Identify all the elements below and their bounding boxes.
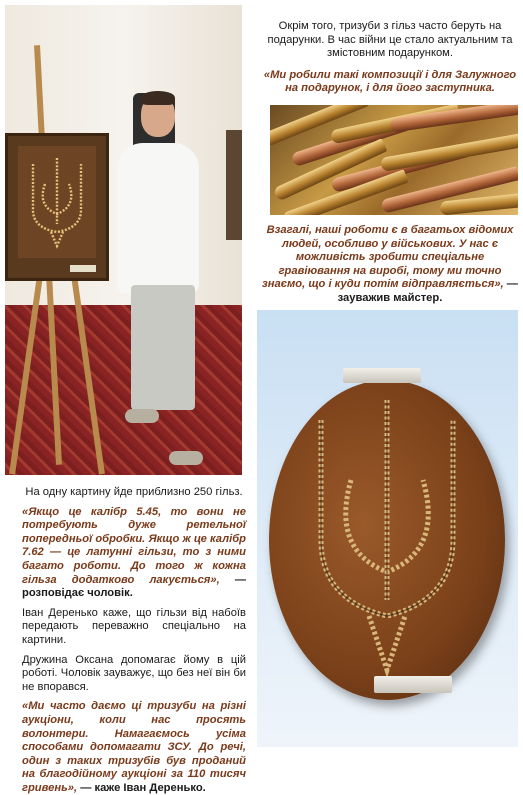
photo-round-trident [257,310,518,747]
photo-cartridge-cases [270,105,518,215]
quote-auctions [22,700,246,795]
quote-zaluzhnyi: «Ми робили такі композиції і для Залужного на подарунок, і для його заступника. [263,68,517,95]
quote-auctions-speaker: — каже Іван Деренько. [80,781,206,794]
trident-icon [23,154,91,250]
person-hair [141,91,175,105]
quote-famous-people-text: Взагалі, наші роботи є в багатьох відомих людей, особливо у військових. У нас є можливість зробити спеціальне гравіювання на виробі, тому ми точно знаємо, що і куди потім відправляється», [262,224,514,291]
cartridges-count: На одну картину йде приблизно 250 гільз. [25,486,243,498]
paragraph-wife-oksana: Дружина Оксана допомагає йому в цій роботі. Чоловік зауважує, що без неї він би не впорався. [22,653,246,693]
photo-carpet [5,305,242,475]
quote-calibre-text: «Якщо це калібр 5.45, то вони не потребують дуже ретельної попередньої обробки. Якщо ж це калібр 7.62 — це латунні гільзи, то з ними багато роботи. До того ж кожна гільза додатково лакується», [22,505,246,586]
cartridge [380,132,518,172]
frame-plaque [70,265,96,272]
cartridge [390,105,518,133]
quote-famous-people-speaker: — зауважив майстер. [337,278,518,304]
person-shirt [117,143,199,293]
person-shoe [125,409,159,423]
intro-paragraph: Окрім того, тризуби з гільз часто беруть на подарунки. В час війни це стало актуальним та змістовним подарунком. [267,20,513,60]
engraved-plaque-top [343,368,421,383]
wooden-disk [269,380,505,700]
intro-paragraph-block [262,20,518,96]
trident-frame-inner [18,146,96,258]
person-pants [131,285,195,410]
quote-calibre [22,506,246,601]
background-frame [226,130,242,240]
photo-man-with-trident [5,5,242,475]
quote-famous-people [262,224,518,306]
trident-icon [269,380,505,700]
paragraph-cartridges-source: Іван Деренько каже, що гільзи від набоїв передають переважно спеціально на картини. [22,606,246,646]
trident-frame [5,133,109,281]
bottom-left-text-block [22,486,246,795]
quote-famous-people-block [262,224,518,306]
person-shoe [169,451,203,465]
engraved-plaque-bottom [374,676,452,693]
quote-auctions-text: «Ми часто даємо ці тризуби на різні аукціони, коли нас просять волонтери. Намагаємось усіма способами допомагати ЗСУ. До речі, один з таких тризубів був проданий на благодійному аукціоні за 110 тисяч гривень», [22,700,246,794]
quote-calibre-speaker: — розповідає чоловік. [22,573,247,600]
